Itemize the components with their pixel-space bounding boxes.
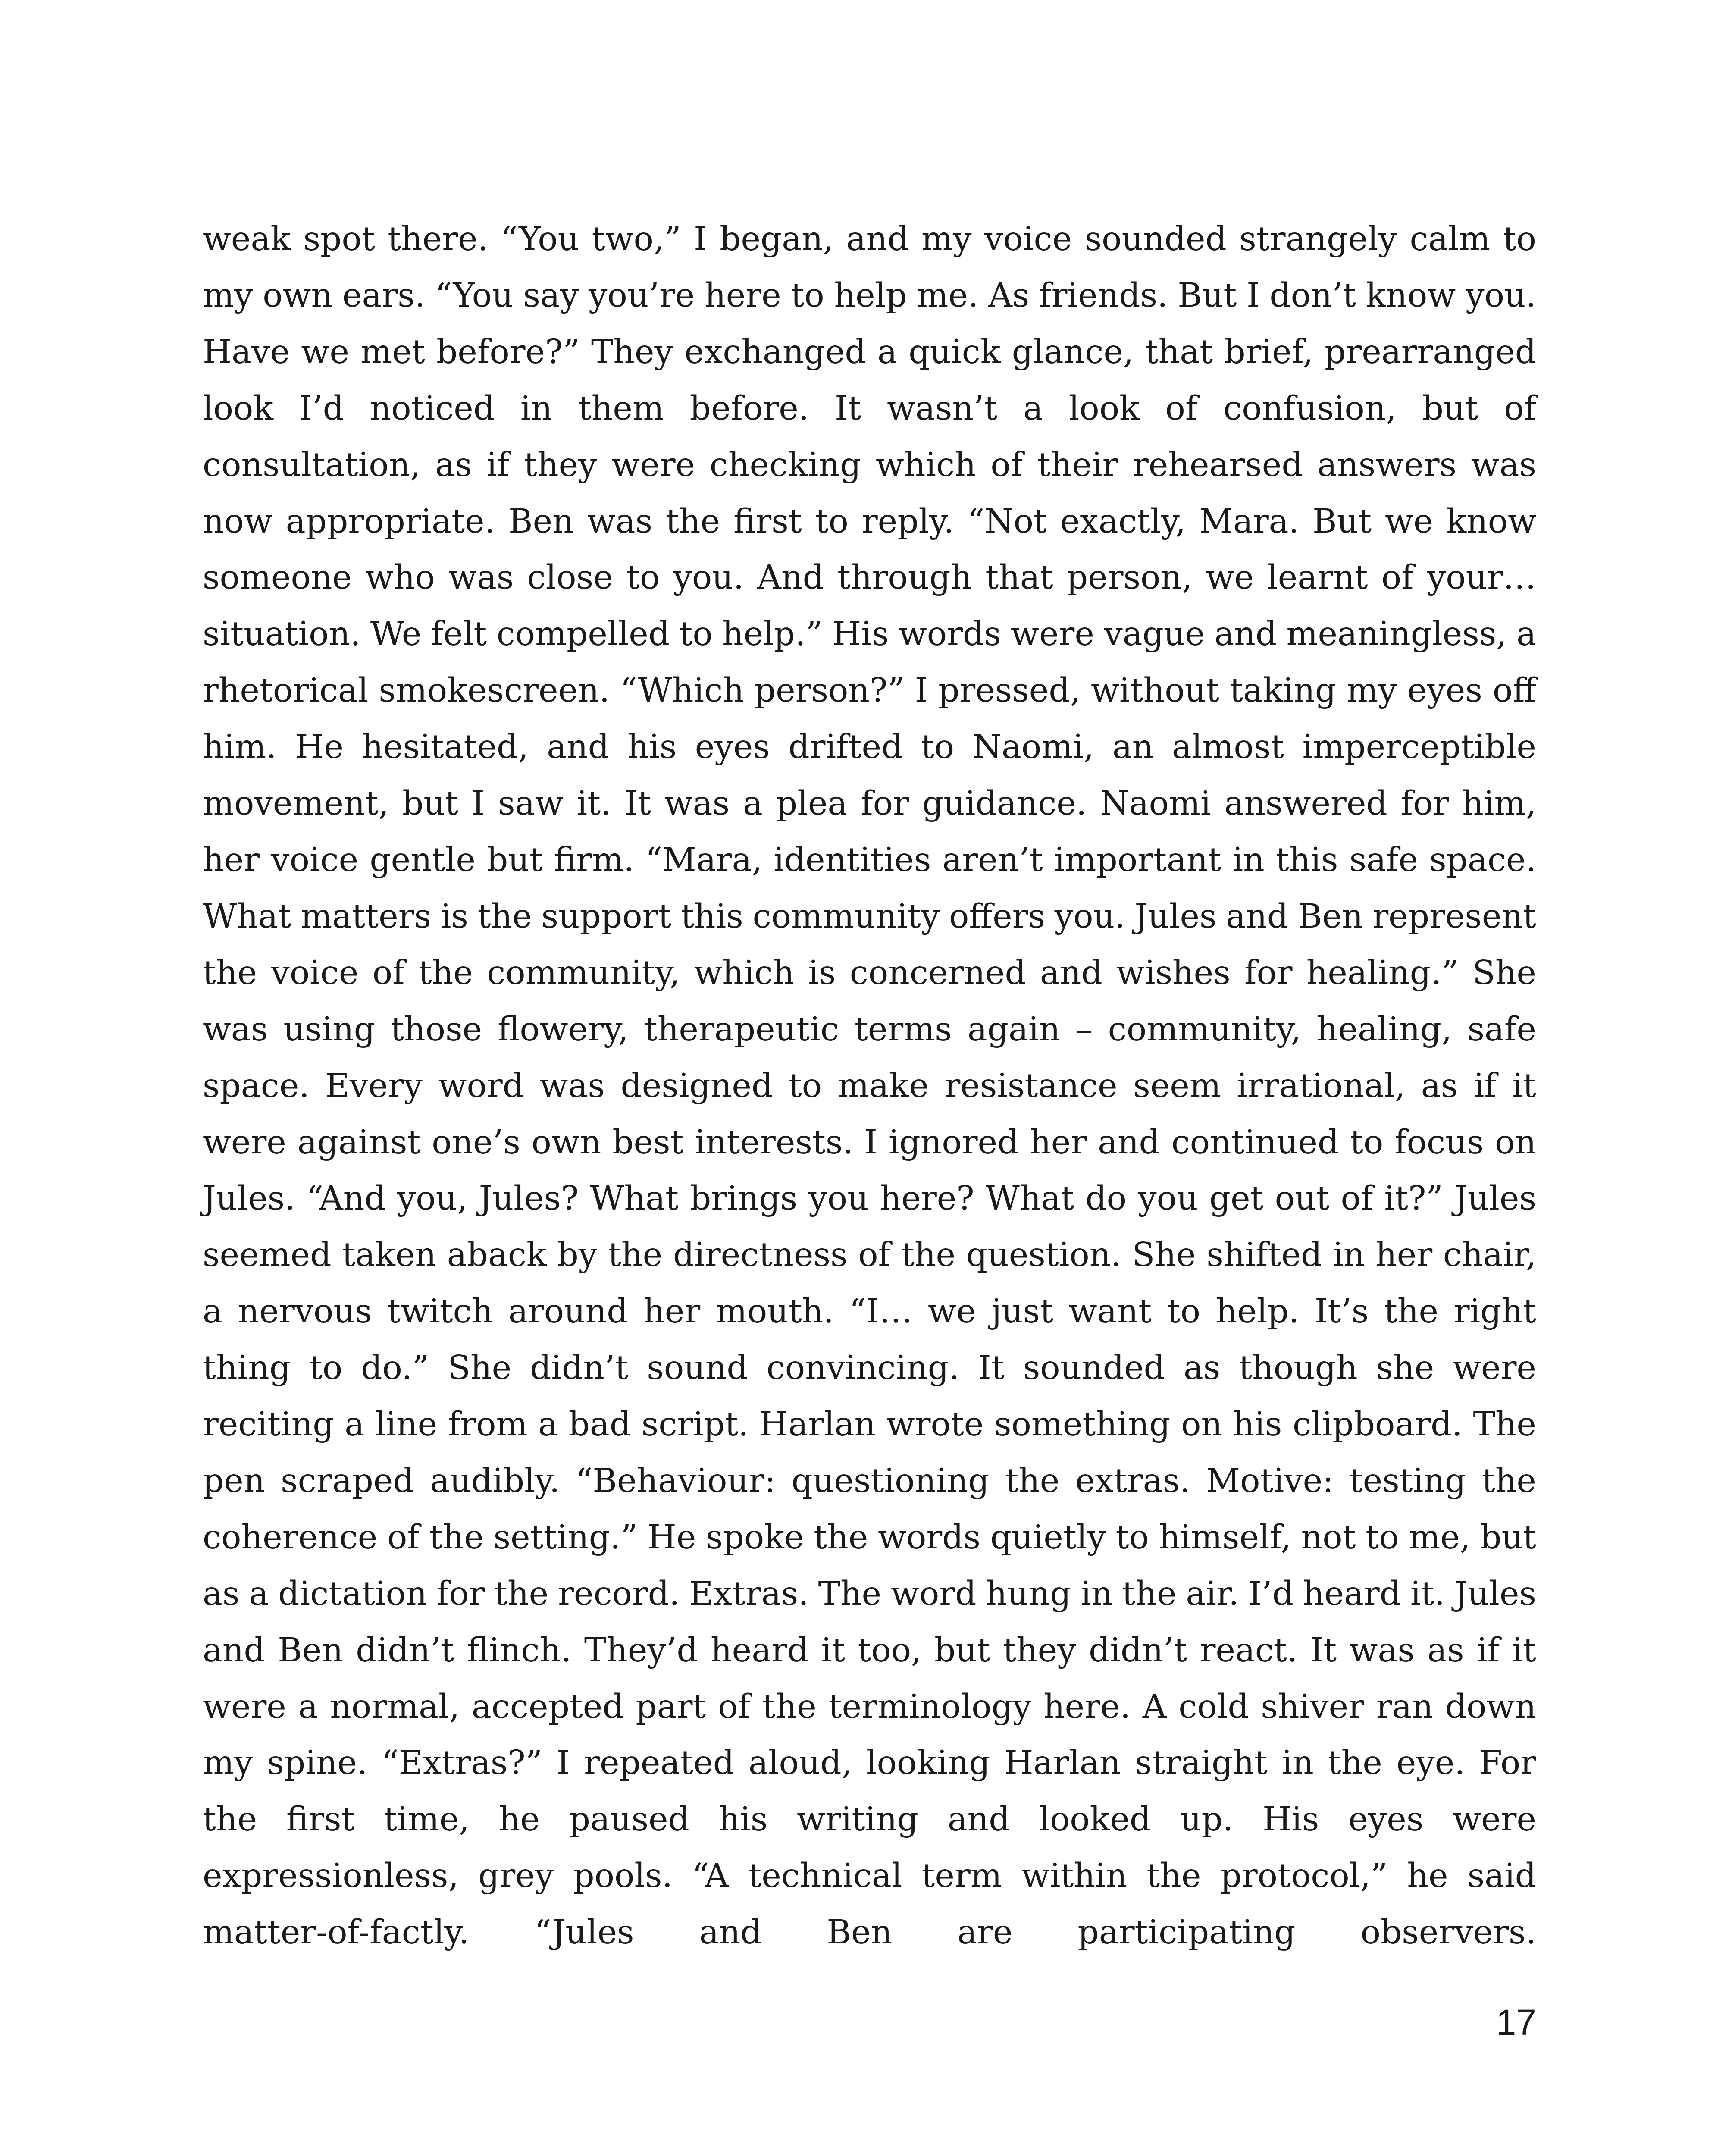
body-paragraph: weak spot there. “You two,” I began, and my voice sounded strangely calm to my own ears. “You say you’re here to help me. As friends. But I don’t know you. Have we met before?” They exchanged a quick glance, that brief, prearranged look I’d noticed in them before. It wasn’t a look of confusion, but of consultation, as if they were checking which of their rehearsed answers was now appropriate. Ben was the first to reply. “Not exactly, Mara. But we know someone who was close to you. And through that person, we learnt of your… situation. We felt compelled to help.” His words were vague and meaningless, a rhetorical smokescreen. “Which person?” I pressed, without taking my eyes off him. He hesitated, and his eyes drifted to Naomi, an almost imperceptible movement, but I saw it. It was a plea for guidance. Naomi answered for him, her voice gentle but firm. “Mara, identities aren’t important in this safe space. What matters is the support this community offers you. Jules and Ben represent the voice of the community, which is concerned and wishes for healing.” She was using those flowery, therapeutic terms again – community, healing, safe space. Every word was designed to make resistance seem irrational, as if it were against one’s own best interests. I ignored her and continued to focus on Jules. “And you, Jules? What brings you here? What do you get out of it?” Jules seemed taken aback by the directness of the question. She shifted in her chair, a nervous twitch around her mouth. “I… we just want to help. It’s the right thing to do.” She didn’t sound convincing. It sounded as though she were reciting a line from a bad script. Harlan wrote something on his clipboard. The pen scraped audibly. “Behaviour: questioning the extras. Motive: testing the coherence of the setting.” He spoke the words quietly to himself, not to me, but as a dictation for the record. Extras. The word hung in the air. I’d heard it. Jules and Ben didn’t flinch. They’d heard it too, but they didn’t react. It was as if it were a normal, accepted part of the terminology here. A cold shiver ran down my spine. “Extras?” I repeated aloud, looking Harlan straight in the eye. For the first time, he paused his writing and looked up. His eyes were expressionless, grey pools. “A technical term within the protocol,” he said matter-of-factly. “Jules and Ben are participating observers. [203,220,1536,1952]
page-number: 17 [1496,2002,1536,2043]
